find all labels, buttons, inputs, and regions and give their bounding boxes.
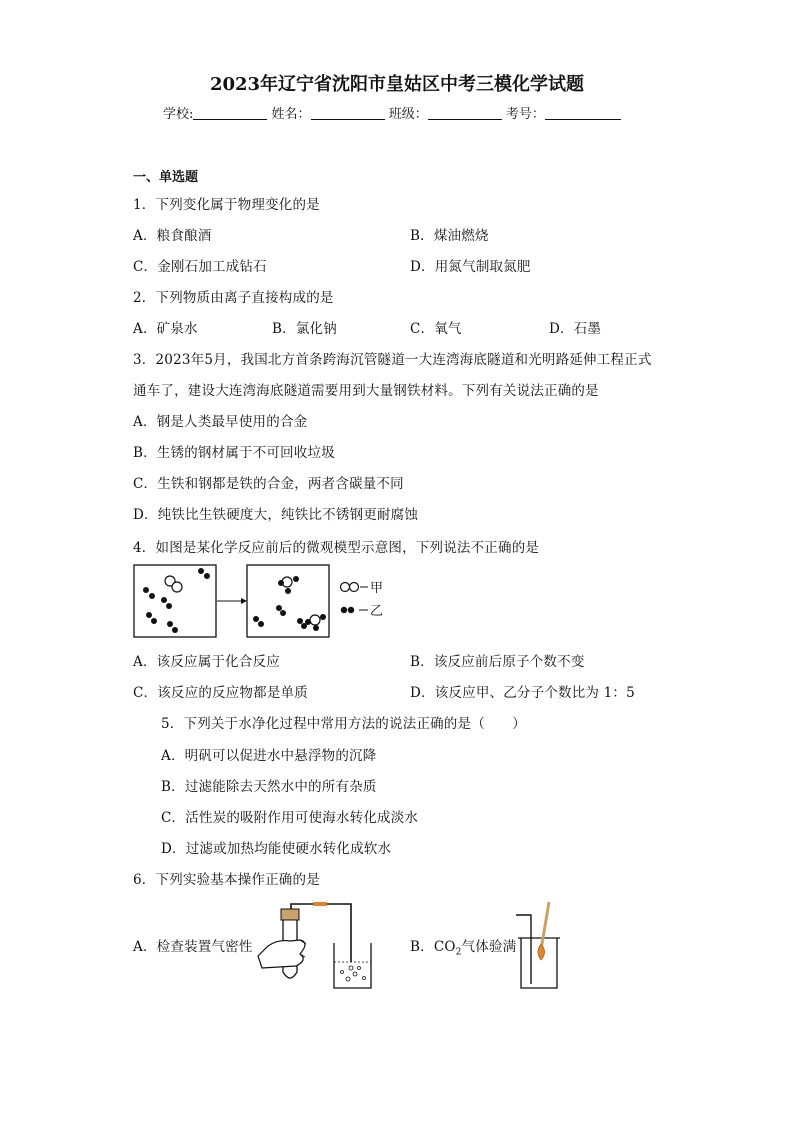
q3-option-c: C．生铁和钢都是铁的合金，两者含碳量不同: [133, 476, 404, 492]
q5-option-a: A．明矾可以促进水中悬浮物的沉降: [161, 748, 377, 764]
splint-flame: [538, 944, 545, 960]
question-3-stem-line1: 3．2023年5月，我国北方首条跨海沉管隧道一大连湾海底隧道和光明路延伸工程正式: [133, 352, 652, 368]
q1-option-c: C．金刚石加工成钻石: [133, 259, 267, 275]
section-heading: 一、单选题: [133, 170, 199, 185]
q5-option-b: B．过滤能除去天然水中的所有杂质: [161, 779, 377, 795]
q1-option-d: D．用氮气制取氮肥: [410, 259, 531, 275]
q5-option-c: C．活性炭的吸附作用可使海水转化成淡水: [161, 810, 419, 826]
q4-option-a: A．该反应属于化合反应: [133, 654, 280, 670]
question-4-stem: 4．如图是某化学反应前后的微观模型示意图，下列说法不正确的是: [133, 540, 540, 556]
q6-option-b-suffix: 气体验满: [461, 939, 517, 955]
q6-option-b-subscript: 2: [455, 947, 462, 958]
gas-bottle: [521, 938, 557, 988]
q5-option-d: D．过滤或加热均能使硬水转化成软水: [161, 841, 392, 857]
q4-option-d: D．该反应甲、乙分子个数比为 1：5: [410, 685, 635, 701]
exam-no-label: 考号：: [505, 107, 545, 122]
q6-option-b-prefix: B．CO: [410, 939, 456, 955]
question-6-stem: 6．下列实验基本操作正确的是: [133, 872, 320, 888]
q1-option-a: A．粮食酿酒: [133, 228, 212, 244]
q6-option-a: A．检查装置气密性: [133, 939, 253, 955]
school-label: 学校:: [163, 107, 194, 122]
q4-option-c: C．该反应的反应物都是单质: [133, 685, 308, 701]
legend-yi-label: 乙: [370, 604, 384, 619]
glass-delivery-tube: [516, 915, 531, 984]
q3-option-b: B．生锈的钢材属于不可回收垃圾: [133, 445, 335, 461]
name-label: 姓名：: [271, 107, 311, 122]
wooden-splint: [541, 902, 549, 950]
question-5-stem: 5．下列关于水净化过程中常用方法的说法正确的是（ ）: [161, 716, 526, 732]
legend-jia-label: 甲: [370, 581, 384, 596]
question-2-stem: 2．下列物质由离子直接构成的是: [133, 290, 334, 306]
q2-option-b: B．氯化钠: [272, 321, 337, 337]
q4-option-b: B．该反应前后原子个数不变: [410, 654, 585, 670]
q2-option-a: A．矿泉水: [133, 321, 198, 337]
q2-option-c: C．氧气: [410, 321, 462, 337]
q3-option-a: A．钢是人类最早使用的合金: [133, 414, 308, 430]
class-label: 班级：: [388, 107, 428, 122]
q1-option-b: B．煤油燃烧: [410, 228, 489, 244]
question-1-stem: 1．下列变化属于物理变化的是: [133, 197, 320, 213]
q3-option-d: D．纯铁比生铁硬度大，纯铁比不锈钢更耐腐蚀: [133, 507, 419, 523]
page-title: 2023年辽宁省沈阳市皇姑区中考三模化学试题: [209, 74, 585, 95]
question-3-stem-line2: 通车了，建设大连湾海底隧道需要用到大量钢铁材料。下列有关说法正确的是: [133, 383, 599, 399]
q2-option-d: D．石墨: [549, 321, 602, 337]
